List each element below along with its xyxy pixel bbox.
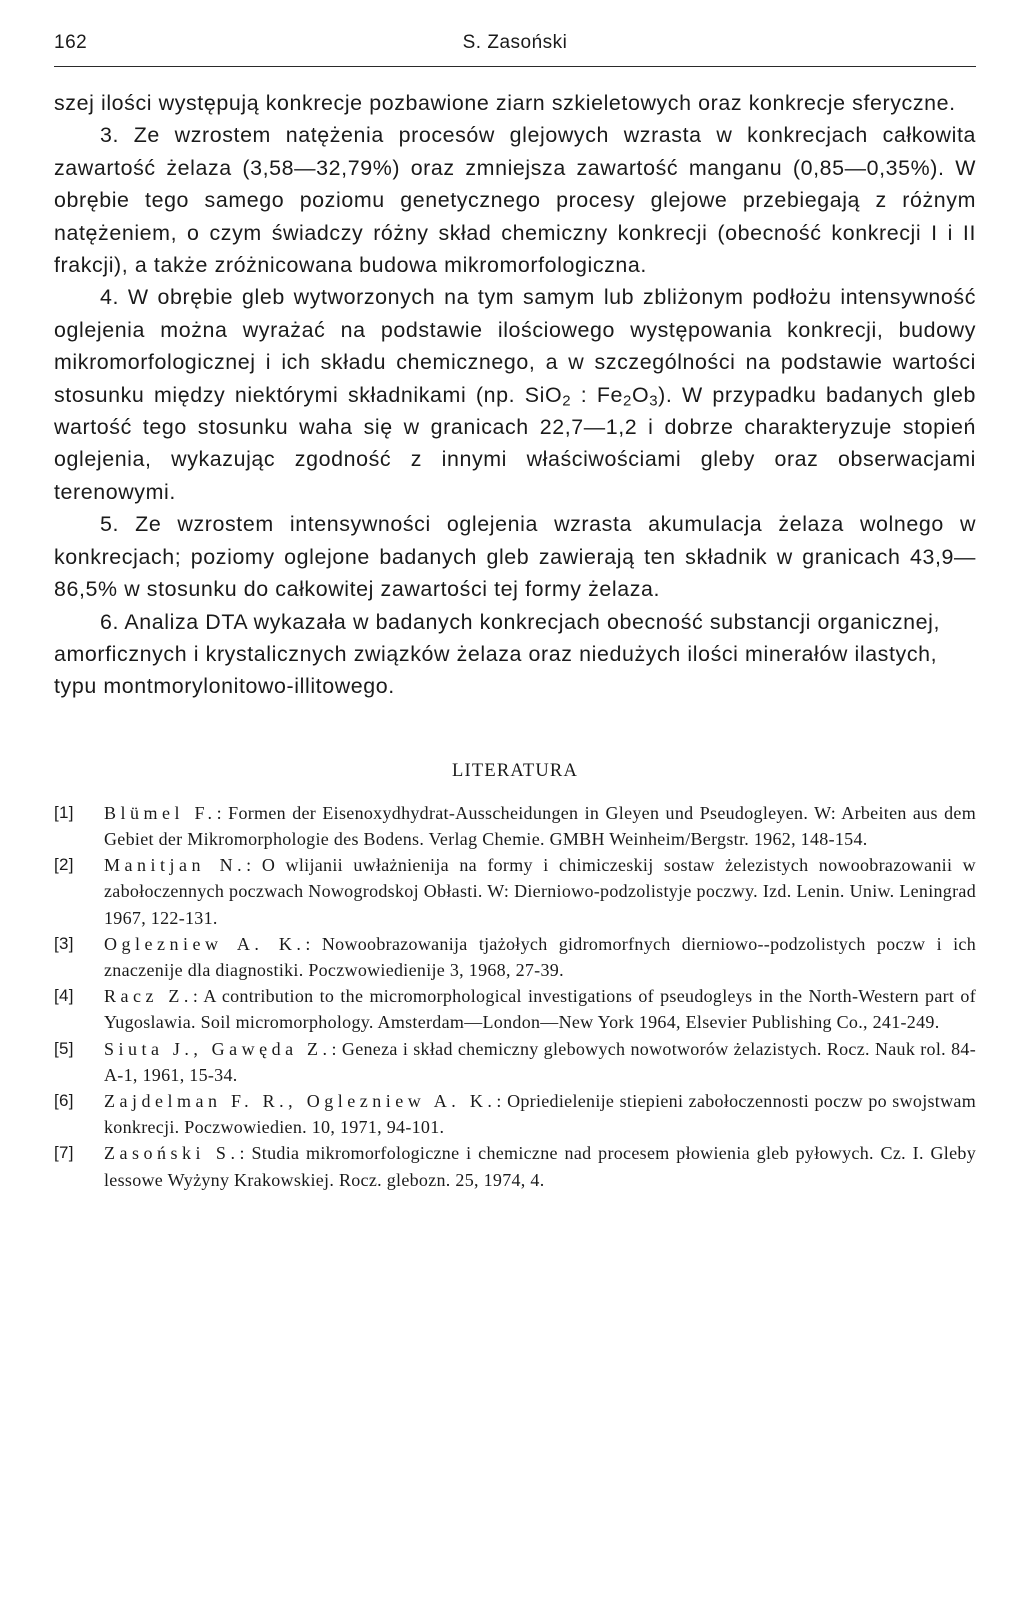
reference-author: Oglezniew A. K. xyxy=(104,933,306,954)
reference-number: [4] xyxy=(54,986,74,1006)
reference-item xyxy=(54,800,976,852)
reference-number: [3] xyxy=(54,933,74,953)
paragraph-point-3: 3. Ze wzrostem natężenia procesów glejowych wzrasta w konkrecjach całkowita zawartość żelaza (3,58—32,79%) oraz zmniejsza zawartość manganu (0,85—0,35%). W obrębie tego samego poziomu genetycznego procesy glejowe przebiegają z różnym natężeniem, o czym świadczy różny skład chemiczny konkrecji (obecność konkrecji I i II frakcji), a także zróżnicowana budowa mikromorfologiczna. xyxy=(54,123,976,278)
reference-text xyxy=(104,1088,976,1140)
reference-item xyxy=(54,852,976,931)
reference-author: Zajdelman F. R., Oglezniew A. K. xyxy=(104,1090,497,1111)
point-4-text-c: O xyxy=(631,382,650,407)
point-4-text-a: 4. W obrębie gleb wytworzonych na tym samym lub zbliżonym podłożu intensywność oglejenia można wyrażać na podstawie ilościowego występowania konkrecji, budowy mikromorfologicznej i ich składu chemicznego, a w szczególności na podstawie wartości stosunku między niektórymi składnikami (np. SiO xyxy=(54,285,976,407)
reference-item xyxy=(54,1036,976,1088)
reference-author: Zasoński S. xyxy=(104,1143,240,1164)
page xyxy=(54,28,976,1193)
point-4-text-d: ). W przypadku badanych gleb wartość tego stosunku waha się w granicach 22,7—1,2 i dobrze charakteryzuje stopień oglejenia, wykazując zgodność z innymi właściwościami gleby oraz obserwacjami terenowymi. xyxy=(54,382,977,504)
paragraph-point-4 xyxy=(54,281,976,508)
reference-item xyxy=(54,931,976,983)
point-4-text-b: : Fe xyxy=(571,382,624,407)
reference-details: : Studia mikromorfologiczne i chemiczne nad procesem płowienia gleb pyłowych. Cz. I. Gleby lessowe Wyżyny Krakowskiej. Rocz. glebozn. 25, 1974, 4. xyxy=(104,1143,976,1190)
reference-number: [1] xyxy=(54,802,74,822)
reference-number: [2] xyxy=(54,855,74,875)
reference-details: : A contribution to the micromorphological investigations of pseudogleys in the North-Western part of Yugoslawia. Soil micromorphology. Amsterdam—London—New York 1964, Elsevier Publishing Co., 241-249. xyxy=(104,986,977,1033)
reference-text xyxy=(104,852,976,931)
reference-details: : Nowoobrazowanija tjażołych gidromorfnych dierniowo--podzolistych poczw i ich znaczenije dla diagnostiki. Poczwowiedienije 3, 1968, 27-39. xyxy=(104,933,976,980)
reference-text xyxy=(104,1140,976,1192)
reference-author: Racz Z. xyxy=(104,986,193,1007)
reference-number: [7] xyxy=(54,1143,74,1163)
subscript-si-o2: 2 xyxy=(562,392,572,410)
header-rule xyxy=(54,66,976,67)
reference-text xyxy=(104,800,976,852)
reference-author: Manitjan N. xyxy=(104,855,247,876)
page-number: 162 xyxy=(54,32,88,53)
reference-author: Siuta J., Gawęda Z. xyxy=(104,1038,332,1059)
reference-author: Blümel F. xyxy=(104,802,217,823)
reference-details: : Geneza i skład chemiczny glebowych nowotworów żelazistych. Rocz. Nauk rol. 84-A-1, 1961, 15-34. xyxy=(104,1038,976,1085)
reference-number: [5] xyxy=(54,1038,74,1058)
reference-details: : O wlijanii uwłażnienija na formy i chimiczeskij sostaw żelezistych nowoobrazowanii w zabołoczennych poczwach Nowogrodskoj Obłasti. W: Dierniowo-podzolistyje poczwy. Izd. Lenin. Uniw. Leningrad 1967, 122-131. xyxy=(104,855,976,928)
literature-heading: LITERATURA xyxy=(451,760,579,781)
paragraph-point-5: 5. Ze wzrostem intensywności oglejenia wzrasta akumulacja żelaza wolnego w konkrecjach; poziomy oglejone badanych gleb zawierają ten składnik w granicach 43,9—86,5% w stosunku do całkowitej zawartości tej formy żelaza. xyxy=(54,512,976,602)
running-head xyxy=(54,28,976,62)
reference-text xyxy=(104,983,976,1035)
reference-item xyxy=(54,1140,976,1192)
reference-list xyxy=(54,800,976,1193)
reference-text xyxy=(104,931,976,983)
reference-details: : Formen der Eisenoxydhydrat-Ausscheidungen in Gleyen und Pseudogleyen. W: Arbeiten aus dem Gebiet der Mikromorphologie des Bodens. Verlag Chemie. GMBH Weinheim/Bergstr. 1962, 148-154. xyxy=(104,802,976,849)
reference-number: [6] xyxy=(54,1090,74,1110)
reference-item xyxy=(54,983,976,1035)
paragraph-continuation: szej ilości występują konkrecje pozbawione ziarn szkieletowych oraz konkrecje sferyczne. xyxy=(54,91,956,115)
paragraph-point-6: 6. Analiza DTA wykazała w badanych konkrecjach obecność substancji organicznej, amorficznych i krystalicznych związków żelaza oraz niedużych ilości minerałów ilastych, typu montmorylonitowo-illitowego. xyxy=(54,609,941,699)
running-head-author: S. Zasoński xyxy=(462,32,568,53)
subscript-o3: 3 xyxy=(649,392,659,410)
conclusions-text xyxy=(54,87,976,703)
reference-details: : Opriedielenije stiepieni zabołoczennosti poczw po swojstwam konkrecji. Poczwowiedien. 10, 1971, 94-101. xyxy=(104,1090,976,1138)
subscript-fe2: 2 xyxy=(623,392,632,410)
reference-item xyxy=(54,1088,976,1140)
reference-text xyxy=(104,1036,976,1088)
